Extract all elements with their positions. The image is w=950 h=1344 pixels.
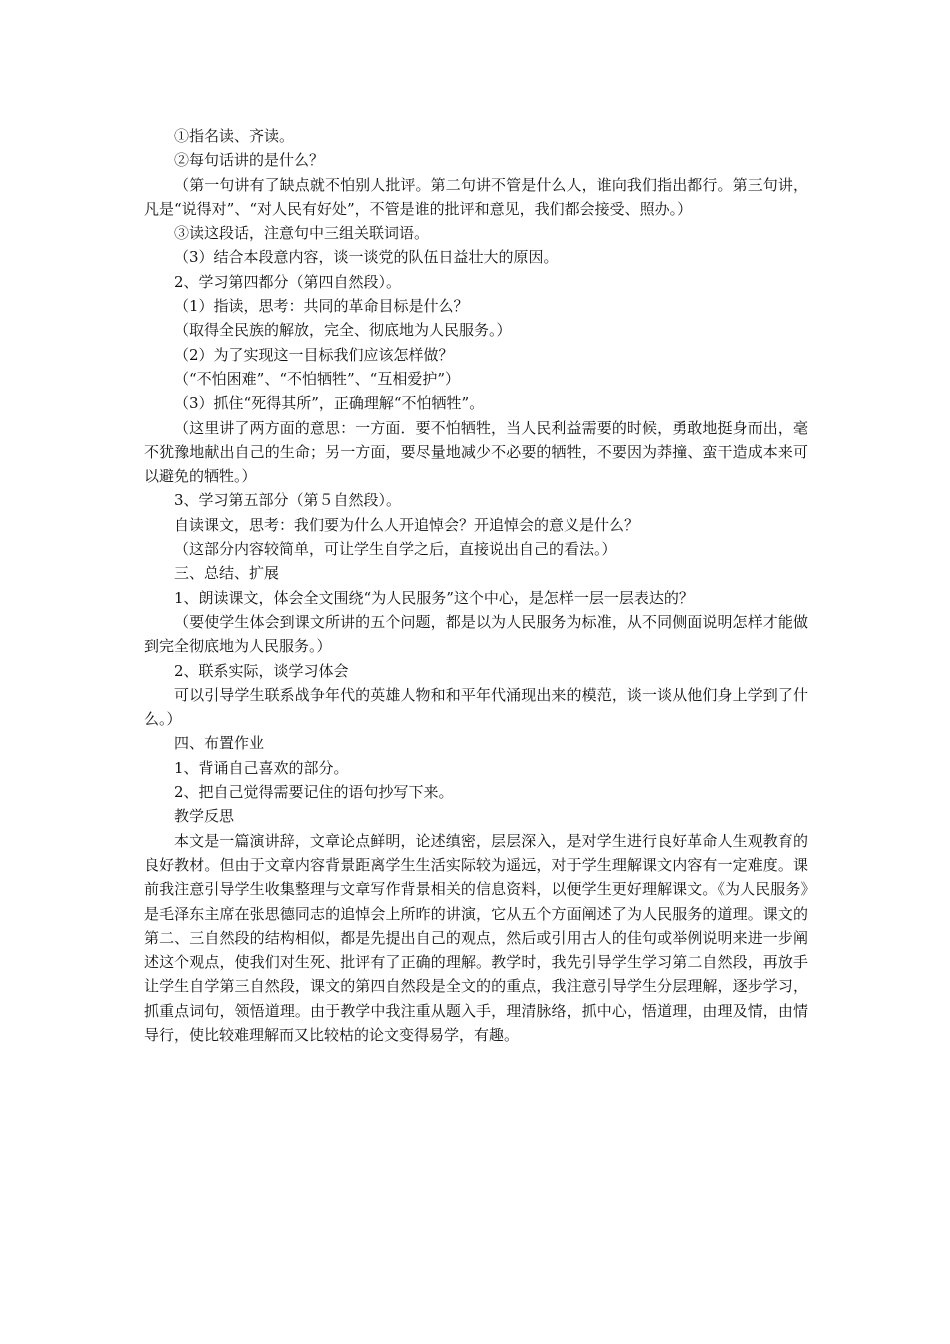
section-heading: 三、总结、扩展 [174,564,280,583]
paragraph: 2、学习第四都分（第四自然段）。 [174,272,402,291]
paragraph: 2、联系实际，谈学习体会 [174,661,349,680]
paragraph: ①指名读、齐读。 [174,127,295,145]
section-heading: 四、布置作业 [174,734,265,753]
paragraph: ②每句话讲的是什么？ [174,151,325,170]
paragraph: （1）指读，思考：共同的革命目标是什么？ [174,297,469,316]
section-heading: 教学反思 [174,807,235,826]
paragraph: （这部分内容较简单，可让学生自学之后，直接说出自己的看法。） [174,540,617,559]
paragraph: 自读课文，思考：我们要为什么人开追悼会？开追悼会的意义是什么？ [174,515,640,534]
paragraph: （“不怕困难”、“不怕牺牲”、“互相爱护”） [174,369,461,388]
paragraph: （3）抓住“死得其所”，正确理解“不怕牺牲”。 [174,394,485,413]
paragraph: ③读这段话，注意句中三组关联词语。 [174,224,430,243]
paragraph: （取得全民族的解放，完全、彻底地为人民服务。） [174,321,512,340]
paragraph: 3、学习第五部分（第５自然段）。 [174,491,402,510]
paragraph: （要使学生体会到课文所讲的五个问题，都是以为人民服务为标准，从不同侧面说明怎样才能做到完全彻底地为人民服务。） [144,612,808,656]
paragraph: 1、朗读课文，体会全文围绕“为人民服务”这个中心，是怎样一层一层表达的？ [174,588,694,607]
document-body [144,124,808,1047]
paragraph: （第一句讲有了缺点就不怕别人批评。第二句讲不管是什么人，谁向我们指出都行。第三句讲，凡是“说得对”、“对人民有好处”，不管是谁的批评和意见，我们都会接受、照办。） [144,175,808,218]
paragraph: （2）为了实现这一目标我们应该怎样做？ [174,345,454,364]
paragraph: 可以引导学生联系战争年代的英雄人物和和平年代涌现出来的模范，谈一谈从他们身上学到了什么。） [144,685,808,729]
paragraph: 2、把自己觉得需要记住的语句抄写下来。 [174,783,454,802]
paragraph: 本文是一篇演讲辞，文章论点鲜明，论述缜密，层层深入，是对学生进行良好革命人生观教育的良好教材。但由于文章内容背景距离学生生活实际较为遥远，对于学生理解课文内容有一定难度。课前我注意引导学生收集整理与文章写作背景相关的信息资料，以便学生更好理解课文。《为人民服务》是毛泽东主席在张思德同志的追悼会上所昨的讲演，它从五个方面阐述了为人民服务的道理。课文的第二、三自然段的结构相似，都是先提出自己的观点，然后或引用古人的佳句或举例说明来进一步阐述这个观点，使我们对生死、批评有了正确的理解。教学时，我先引导学生学习第二自然段，再放手让学生自学第三自然段，课文的第四自然段是全文的的重点，我注意引导学生分层理解，逐步学习，抓重点词句，领悟道理。由于教学中我注重从题入手，理清脉络，抓中心，悟道理，由理及情，由情导行，使比较难理解而又比较枯的论文变得易学，有趣。 [144,831,808,1044]
paragraph: （这里讲了两方面的意思：一方面．要不怕牺牲，当人民利益需要的时候，勇敢地挺身而出，毫不犹豫地献出自己的生命；另一方面，要尽量地减少不必要的牺牲，不要因为莽撞、蛮干造成本来可以避免的牺牲。） [144,418,808,486]
paragraph: （3）结合本段意内容，谈一谈党的队伍日益壮大的原因。 [174,248,559,267]
paragraph: 1、背诵自己喜欢的部分。 [174,758,349,777]
